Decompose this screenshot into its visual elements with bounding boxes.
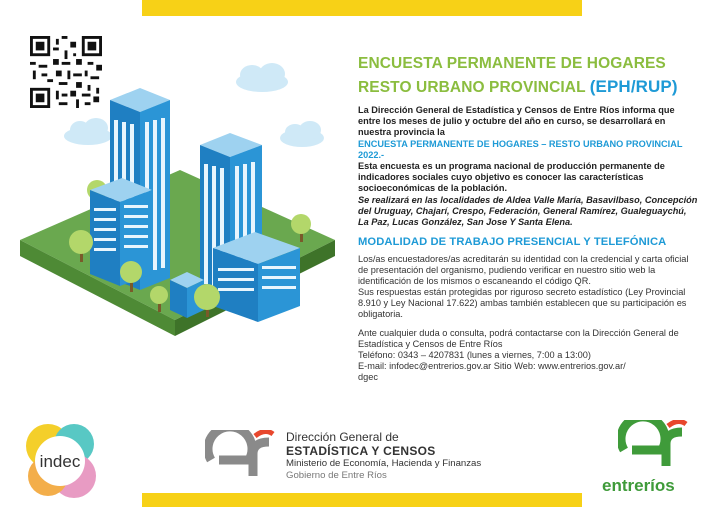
contact-phone: Teléfono: 0343 – 4207831 (lunes a viernes, 7:00 a 13:00) — [358, 350, 591, 361]
indec-logo — [20, 422, 100, 500]
dgec-line-2: ESTADÍSTICA Y CENSOS — [286, 444, 436, 458]
dgec-text-block — [286, 430, 481, 482]
subtitle-text: RESTO URBANO PROVINCIAL — [358, 79, 586, 96]
intro-paragraph — [358, 105, 698, 228]
dgec-er-logo — [205, 430, 275, 480]
cloud-icon — [64, 118, 112, 145]
subtitle-abbrev: (EPH/RUP) — [589, 77, 678, 96]
modality-paragraph-2: Sus respuestas están protegidas por riguroso secreto estadístico (Ley Provincial 8.910 y Ley Nacional 17.622) ambas también establecen que su participación es obligatoria. — [358, 287, 687, 320]
localities-list: Se realizará en las localidades de Aldea Valle María, Basavilbaso, Concepción del Uruguay, Chajarí, Crespo, Federación, General Ramírez, Gualeguaychú, La Paz, Lucas González, San Jose Y Santa Elena. — [358, 194, 698, 228]
page-title: ENCUESTA PERMANENTE DE HOGARES — [358, 55, 666, 72]
contact-paragraph: Ante cualquier duda o consulta, podrá contactarse con la Dirección General de Estadística y Censos de Entre Ríos — [358, 328, 679, 350]
intro-text: La Dirección General de Estadística y Censos de Entre Ríos informa que entre los meses de julio y octubre del año en curso, se desarrollará en nuestra provincia la — [358, 105, 675, 138]
indec-text: indec — [39, 452, 81, 471]
building-icon — [213, 232, 300, 322]
city-illustration — [0, 60, 350, 380]
cloud-icon — [280, 121, 324, 147]
entrerios-wordmark: entreríos — [602, 476, 675, 495]
dgec-government: Gobierno de Entre Ríos — [286, 470, 387, 481]
survey-name: ENCUESTA PERMANENTE DE HOGARES – RESTO URBANO PROVINCIAL 2022.- — [358, 138, 683, 160]
cloud-icon — [236, 63, 288, 92]
footer-logos — [0, 410, 717, 495]
top-accent-bar — [142, 0, 582, 16]
modality-title: MODALIDAD DE TRABAJO PRESENCIAL Y TELEFÓNICA — [358, 236, 667, 249]
dgec-ministry: Ministerio de Economía, Hacienda y Finanzas — [286, 458, 482, 469]
contact-email-web[interactable]: E-mail: infodec@entrerios.gov.ar Sitio Web: www.entrerios.gov.ar/ — [358, 361, 626, 372]
dgec-line-1: Dirección General de — [286, 430, 399, 444]
modality-paragraph-1: Los/as encuestadores/as acreditarán su identidad con la credencial y carta oficial de presentación del organismo, pudiendo verificar en nuestro sitio web la identificación de los mismos o escaneando el código QR. — [358, 254, 689, 287]
bottom-accent-bar — [142, 493, 582, 507]
contact-web-cont[interactable]: dgec — [358, 372, 378, 383]
intro-description: Esta encuesta es un programa nacional de producción permanente de indicadores sociales cuyo objetivo es conocer las características socioeconómicas de la población. — [358, 161, 665, 194]
info-panel — [358, 52, 698, 383]
page-subtitle — [358, 75, 698, 99]
entrerios-er-logo — [618, 420, 688, 470]
